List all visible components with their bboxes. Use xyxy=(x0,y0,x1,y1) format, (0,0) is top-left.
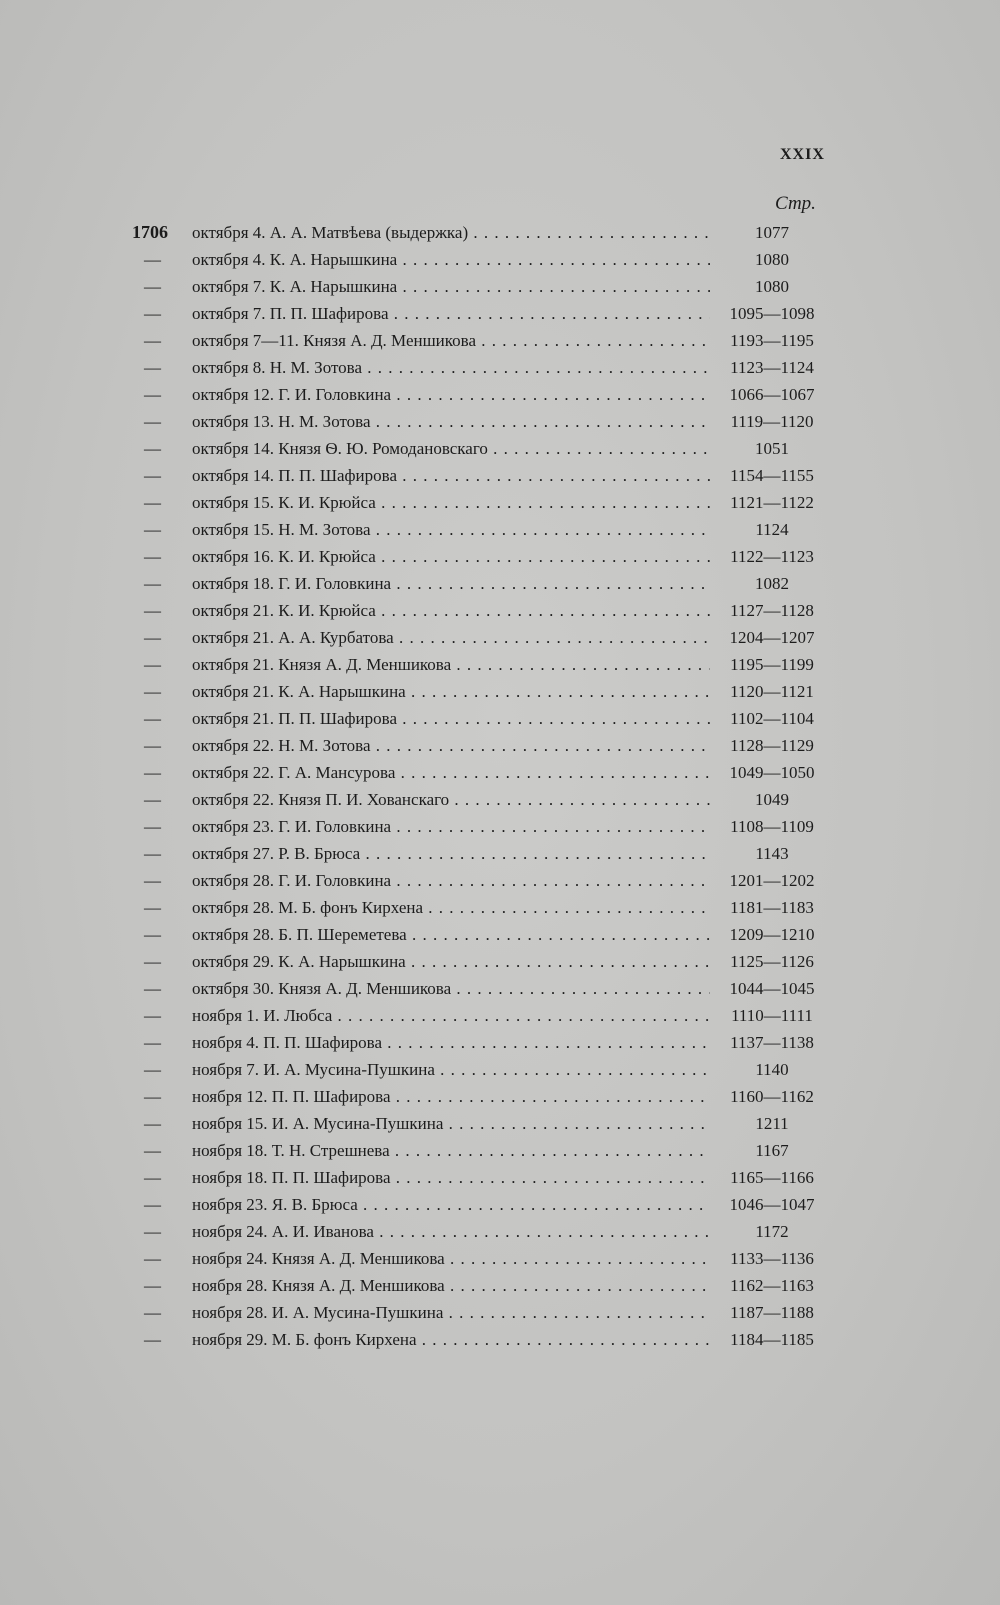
entry-dash: — xyxy=(144,1222,161,1241)
toc-entry xyxy=(132,1056,832,1083)
entry-pages: 1046—1047 xyxy=(729,1195,815,1214)
entry-pages: 1137—1138 xyxy=(730,1033,814,1052)
entry-text: ноября 23. Я. В. Брюса . . . xyxy=(192,1191,710,1218)
entry-pages: 1044—1045 xyxy=(729,979,815,998)
entry-dash: — xyxy=(144,439,161,458)
entry-text: ноября 1. И. Любса . . . xyxy=(192,1002,710,1029)
entry-pages: 1195—1199 xyxy=(730,655,814,674)
entry-text: октября 29. К. А. Нарышкина . . . xyxy=(192,948,710,975)
toc-entry xyxy=(132,1272,832,1299)
entry-pages: 1187—1188 xyxy=(730,1303,814,1322)
entry-dash: — xyxy=(144,763,161,782)
entry-text: октября 8. Н. М. Зотова . . . xyxy=(192,354,710,381)
entry-pages: 1121—1122 xyxy=(730,493,814,512)
entry-text: октября 22. Князя П. И. Хованскаго . . . xyxy=(192,786,710,813)
entry-dash: — xyxy=(144,385,161,404)
entry-pages: 1120—1121 xyxy=(730,682,814,701)
entry-pages: 1049—1050 xyxy=(729,763,815,782)
entry-text: ноября 29. М. Б. фонъ Кирхена . . . xyxy=(192,1326,710,1353)
entry-text: октября 22. Г. А. Мансурова . . . xyxy=(192,759,710,786)
entry-text: октября 7. К. А. Нарышкина . . . xyxy=(192,273,710,300)
toc-entry xyxy=(132,786,832,813)
entry-text: ноября 24. А. И. Иванова . . . xyxy=(192,1218,710,1245)
entry-pages: 1108—1109 xyxy=(730,817,814,836)
toc-entry xyxy=(132,921,832,948)
toc-entry xyxy=(132,1083,832,1110)
table-of-contents xyxy=(132,219,832,1353)
toc-entry xyxy=(132,678,832,705)
entry-text: октября 7—11. Князя А. Д. Меншикова . . . xyxy=(192,327,710,354)
toc-entry xyxy=(132,1245,832,1272)
entry-dash: — xyxy=(144,304,161,323)
entry-text: октября 7. П. П. Шафирова . . . xyxy=(192,300,710,327)
entry-dash: — xyxy=(144,682,161,701)
toc-entry xyxy=(132,327,832,354)
entry-text: октября 14. Князя Ѳ. Ю. Ромодановскаго . . . xyxy=(192,435,710,462)
entry-text: октября 4. А. А. Матвѣева (выдержка) . . . xyxy=(192,219,710,246)
toc-entry xyxy=(132,759,832,786)
toc-entry xyxy=(132,570,832,597)
entry-year: 1706 xyxy=(132,222,168,242)
entry-pages: 1123—1124 xyxy=(730,358,814,377)
entry-pages: 1184—1185 xyxy=(730,1330,814,1349)
toc-entry xyxy=(132,435,832,462)
entry-dash: — xyxy=(144,1060,161,1079)
entry-dash: — xyxy=(144,1303,161,1322)
entry-text: октября 15. Н. М. Зотова . . . xyxy=(192,516,710,543)
entry-text: октября 18. Г. И. Головкина . . . xyxy=(192,570,710,597)
entry-text: ноября 28. Князя А. Д. Меншикова . . . xyxy=(192,1272,710,1299)
entry-dash: — xyxy=(144,628,161,647)
entry-pages: 1140 xyxy=(755,1060,789,1079)
entry-text: ноября 18. Т. Н. Стрешнева . . . xyxy=(192,1137,710,1164)
toc-entry xyxy=(132,1137,832,1164)
entry-pages: 1172 xyxy=(755,1222,789,1241)
entry-pages: 1102—1104 xyxy=(730,709,814,728)
entry-dash: — xyxy=(144,1330,161,1349)
toc-entry xyxy=(132,354,832,381)
entry-pages: 1165—1166 xyxy=(730,1168,814,1187)
entry-dash: — xyxy=(144,925,161,944)
toc-entry xyxy=(132,516,832,543)
entry-dash: — xyxy=(144,574,161,593)
entry-text: октября 23. Г. И. Головкина . . . xyxy=(192,813,710,840)
entry-dash: — xyxy=(144,493,161,512)
entry-text: октября 22. Н. М. Зотова . . . xyxy=(192,732,710,759)
entry-text: ноября 15. И. А. Мусина-Пушкина . . . xyxy=(192,1110,710,1137)
toc-entry xyxy=(132,462,832,489)
entry-text: октября 21. А. А. Курбатова . . . xyxy=(192,624,710,651)
toc-entry xyxy=(132,489,832,516)
entry-dash: — xyxy=(144,250,161,269)
entry-dash: — xyxy=(144,1006,161,1025)
entry-dash: — xyxy=(144,520,161,539)
entry-dash: — xyxy=(144,358,161,377)
page-number: XXIX xyxy=(780,146,825,163)
toc-entry xyxy=(132,381,832,408)
entry-text: октября 30. Князя А. Д. Меншикова . . . xyxy=(192,975,710,1002)
toc-entry xyxy=(132,1299,832,1326)
toc-entry xyxy=(132,300,832,327)
entry-text: октября 21. К. А. Нарышкина . . . xyxy=(192,678,710,705)
entry-dash: — xyxy=(144,547,161,566)
entry-dash: — xyxy=(144,1249,161,1268)
toc-entry xyxy=(132,813,832,840)
entry-dash: — xyxy=(144,466,161,485)
entry-pages: 1066—1067 xyxy=(729,385,815,404)
entry-pages: 1122—1123 xyxy=(730,547,814,566)
entry-text: октября 28. М. Б. фонъ Кирхена . . . xyxy=(192,894,710,921)
entry-text: октября 4. К. А. Нарышкина . . . xyxy=(192,246,710,273)
entry-dash: — xyxy=(144,1141,161,1160)
entry-text: октября 28. Г. И. Головкина . . . xyxy=(192,867,710,894)
entry-pages: 1127—1128 xyxy=(730,601,814,620)
entry-dash: — xyxy=(144,412,161,431)
entry-pages: 1211 xyxy=(755,1114,789,1133)
entry-dash: — xyxy=(144,331,161,350)
entry-pages: 1167 xyxy=(755,1141,789,1160)
entry-dash: — xyxy=(144,709,161,728)
entry-pages: 1124 xyxy=(755,520,789,539)
toc-entry xyxy=(132,840,832,867)
entry-dash: — xyxy=(144,736,161,755)
entry-pages: 1125—1126 xyxy=(730,952,814,971)
entry-text: ноября 18. П. П. Шафирова . . . xyxy=(192,1164,710,1191)
entry-dash: — xyxy=(144,1195,161,1214)
toc-entry xyxy=(132,867,832,894)
entry-pages: 1154—1155 xyxy=(730,466,814,485)
entry-text: октября 27. Р. В. Брюса . . . xyxy=(192,840,710,867)
entry-pages: 1160—1162 xyxy=(730,1087,814,1106)
toc-entry xyxy=(132,219,832,246)
toc-entry xyxy=(132,948,832,975)
entry-text: октября 12. Г. И. Головкина . . . xyxy=(192,381,710,408)
entry-text: октября 14. П. П. Шафирова . . . xyxy=(192,462,710,489)
entry-pages: 1143 xyxy=(755,844,789,863)
entry-pages: 1133—1136 xyxy=(730,1249,814,1268)
toc-entry xyxy=(132,1029,832,1056)
entry-pages: 1051 xyxy=(755,439,789,458)
entry-text: ноября 7. И. А. Мусина-Пушкина . . . xyxy=(192,1056,710,1083)
toc-entry xyxy=(132,624,832,651)
toc-entry xyxy=(132,975,832,1002)
entry-pages: 1082 xyxy=(755,574,789,593)
toc-entry xyxy=(132,894,832,921)
toc-entry xyxy=(132,1110,832,1137)
entry-text: октября 28. Б. П. Шереметева . . . xyxy=(192,921,710,948)
entry-pages: 1128—1129 xyxy=(730,736,814,755)
entry-text: ноября 4. П. П. Шафирова . . . xyxy=(192,1029,710,1056)
entry-dash: — xyxy=(144,655,161,674)
entry-text: ноября 12. П. П. Шафирова . . . xyxy=(192,1083,710,1110)
toc-entry xyxy=(132,1002,832,1029)
toc-entry xyxy=(132,246,832,273)
toc-entry xyxy=(132,651,832,678)
entry-dash: — xyxy=(144,277,161,296)
entry-dash: — xyxy=(144,1033,161,1052)
entry-text: октября 16. К. И. Крюйса . . . xyxy=(192,543,710,570)
entry-dash: — xyxy=(144,1168,161,1187)
toc-entry xyxy=(132,1326,832,1353)
entry-text: октября 15. К. И. Крюйса . . . xyxy=(192,489,710,516)
entry-dash: — xyxy=(144,898,161,917)
toc-entry xyxy=(132,597,832,624)
entry-pages: 1209—1210 xyxy=(729,925,815,944)
entry-text: октября 21. Князя А. Д. Меншикова . . . xyxy=(192,651,710,678)
entry-pages: 1077 xyxy=(755,223,789,242)
entry-dash: — xyxy=(144,1276,161,1295)
entry-pages: 1204—1207 xyxy=(729,628,815,647)
entry-text: октября 21. К. И. Крюйса . . . xyxy=(192,597,710,624)
entry-dash: — xyxy=(144,979,161,998)
toc-entry xyxy=(132,1218,832,1245)
toc-entry xyxy=(132,705,832,732)
entry-text: октября 13. Н. М. Зотова . . . xyxy=(192,408,710,435)
entry-dash: — xyxy=(144,1087,161,1106)
pages-column-heading: Стр. xyxy=(775,193,816,214)
entry-pages: 1080 xyxy=(755,250,789,269)
entry-pages: 1201—1202 xyxy=(729,871,815,890)
entry-pages: 1110—1111 xyxy=(731,1006,813,1025)
entry-text: октября 21. П. П. Шафирова . . . xyxy=(192,705,710,732)
toc-entry xyxy=(132,1191,832,1218)
entry-pages: 1119—1120 xyxy=(730,412,814,431)
toc-entry xyxy=(132,543,832,570)
entry-dash: — xyxy=(144,952,161,971)
entry-dash: — xyxy=(144,790,161,809)
toc-entry xyxy=(132,732,832,759)
entry-pages: 1049 xyxy=(755,790,789,809)
entry-dash: — xyxy=(144,871,161,890)
entry-text: ноября 24. Князя А. Д. Меншикова . . . xyxy=(192,1245,710,1272)
entry-dash: — xyxy=(144,844,161,863)
entry-pages: 1162—1163 xyxy=(730,1276,814,1295)
entry-pages: 1193—1195 xyxy=(730,331,814,350)
toc-entry xyxy=(132,408,832,435)
entry-pages: 1080 xyxy=(755,277,789,296)
entry-dash: — xyxy=(144,1114,161,1133)
toc-entry xyxy=(132,273,832,300)
toc-entry xyxy=(132,1164,832,1191)
entry-text: ноября 28. И. А. Мусина-Пушкина . . . xyxy=(192,1299,710,1326)
entry-pages: 1181—1183 xyxy=(730,898,814,917)
entry-pages: 1095—1098 xyxy=(729,304,815,323)
entry-dash: — xyxy=(144,817,161,836)
entry-dash: — xyxy=(144,601,161,620)
